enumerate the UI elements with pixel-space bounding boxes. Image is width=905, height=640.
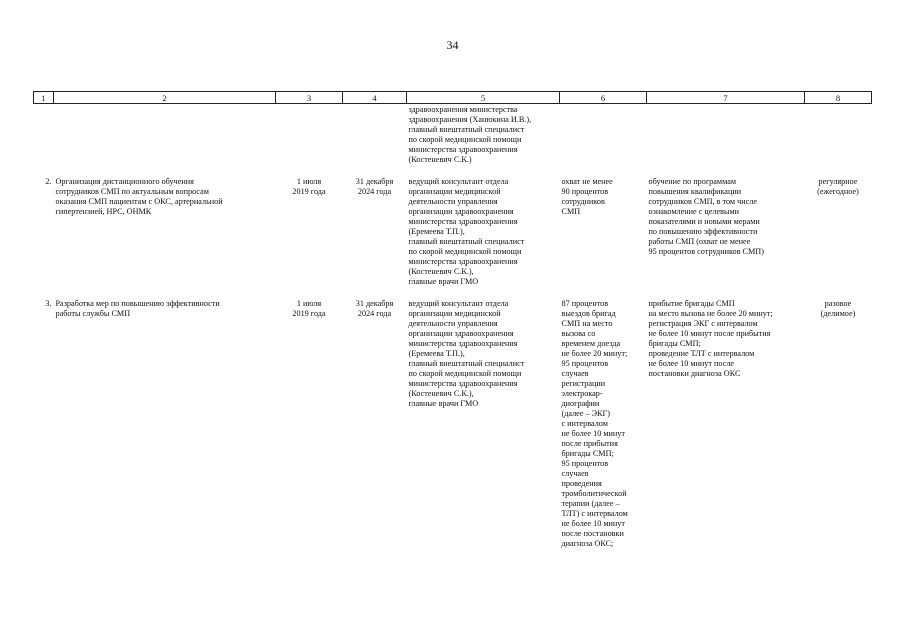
header-col-2: 2: [54, 92, 276, 104]
table-row: [34, 177, 872, 287]
header-col-6: 6: [560, 92, 647, 104]
measure-name: Организация дистанционного обучения сотрудников СМП по актуальным вопросам оказания СМП пациентам с ОКС, артериальной гипертензией, НРС, ОНМК: [55, 177, 223, 216]
header-col-7: 7: [647, 92, 805, 104]
header-col-3: 3: [276, 92, 343, 104]
row-number: 2.: [45, 177, 52, 186]
end-date: 31 декабря 2024 года: [355, 299, 394, 318]
header-row: [34, 92, 872, 104]
end-date: 31 декабря 2024 года: [355, 177, 394, 196]
continuation-row: [34, 104, 872, 166]
measures-table: [33, 91, 872, 549]
indicator: охват не менее 90 процентов сотрудников СМП: [561, 177, 613, 216]
start-date: 1 июля 2019 года: [292, 177, 326, 196]
indicator: 87 процентов выездов бригад СМП на место вызова со временем доезда не более 20 минут; 95 процентов случаев регистрации электрокар- диографии (далее – ЭКГ) с интервалом не более 10 минут после прибытия бригады СМП; 95 процентов случаев проведения тромболитической терапии (далее – ТЛТ) с интервалом не более 10 минут после постановки диагноза ОКС;: [561, 299, 628, 548]
header-col-1: 1: [34, 92, 54, 104]
header-col-8: 8: [805, 92, 872, 104]
table-row: [34, 299, 872, 549]
result: обучение по программам повышения квалификации сотрудников СМП, в том числе ознакомление с целевыми показателями и новыми мерами по повышению эффективности работы СМП (охват не менее 95 процентов сотрудников СМП): [648, 177, 764, 256]
measure-name: Разработка мер по повышению эффективности работы службы СМП: [55, 299, 220, 318]
result: прибытие бригады СМП на место вызова не более 20 минут; регистрация ЭКГ с интервалом не более 10 минут после прибытия бригады СМП; проведение ТЛТ с интервалом не более 10 минут после постановки диагноза ОКС: [648, 299, 773, 378]
start-date: 1 июля 2019 года: [292, 299, 326, 318]
continuation-responsible: здравоохранения министерства здравоохранения (Ханюкина И.В.), главный внештатный специалист по скорой медицинской помощи министерства здравоохранения (Костеневич С.К.): [408, 105, 532, 164]
responsible: ведущий консультант отдела организации медицинской деятельности управления организации здравоохранения министерства здравоохранения (Еремеева Т.П.), главный внештатный специалист по скорой медицинской помощи министерства здравоохранения (Костеневич С.К.), главные врачи ГМО: [408, 177, 525, 286]
measure-type: разовое (делимое): [820, 299, 856, 318]
measure-type: регулярное (ежегодное): [817, 177, 859, 196]
header-col-4: 4: [343, 92, 407, 104]
row-number: 3.: [45, 299, 52, 308]
header-col-5: 5: [407, 92, 560, 104]
responsible: ведущий консультант отдела организации медицинской деятельности управления организации здравоохранения министерства здравоохранения (Еремеева Т.П.), главный внештатный специалист по скорой медицинской помощи министерства здравоохранения (Костеневич С.К.), главные врачи ГМО: [408, 299, 525, 408]
page-number: 34: [446, 38, 459, 52]
